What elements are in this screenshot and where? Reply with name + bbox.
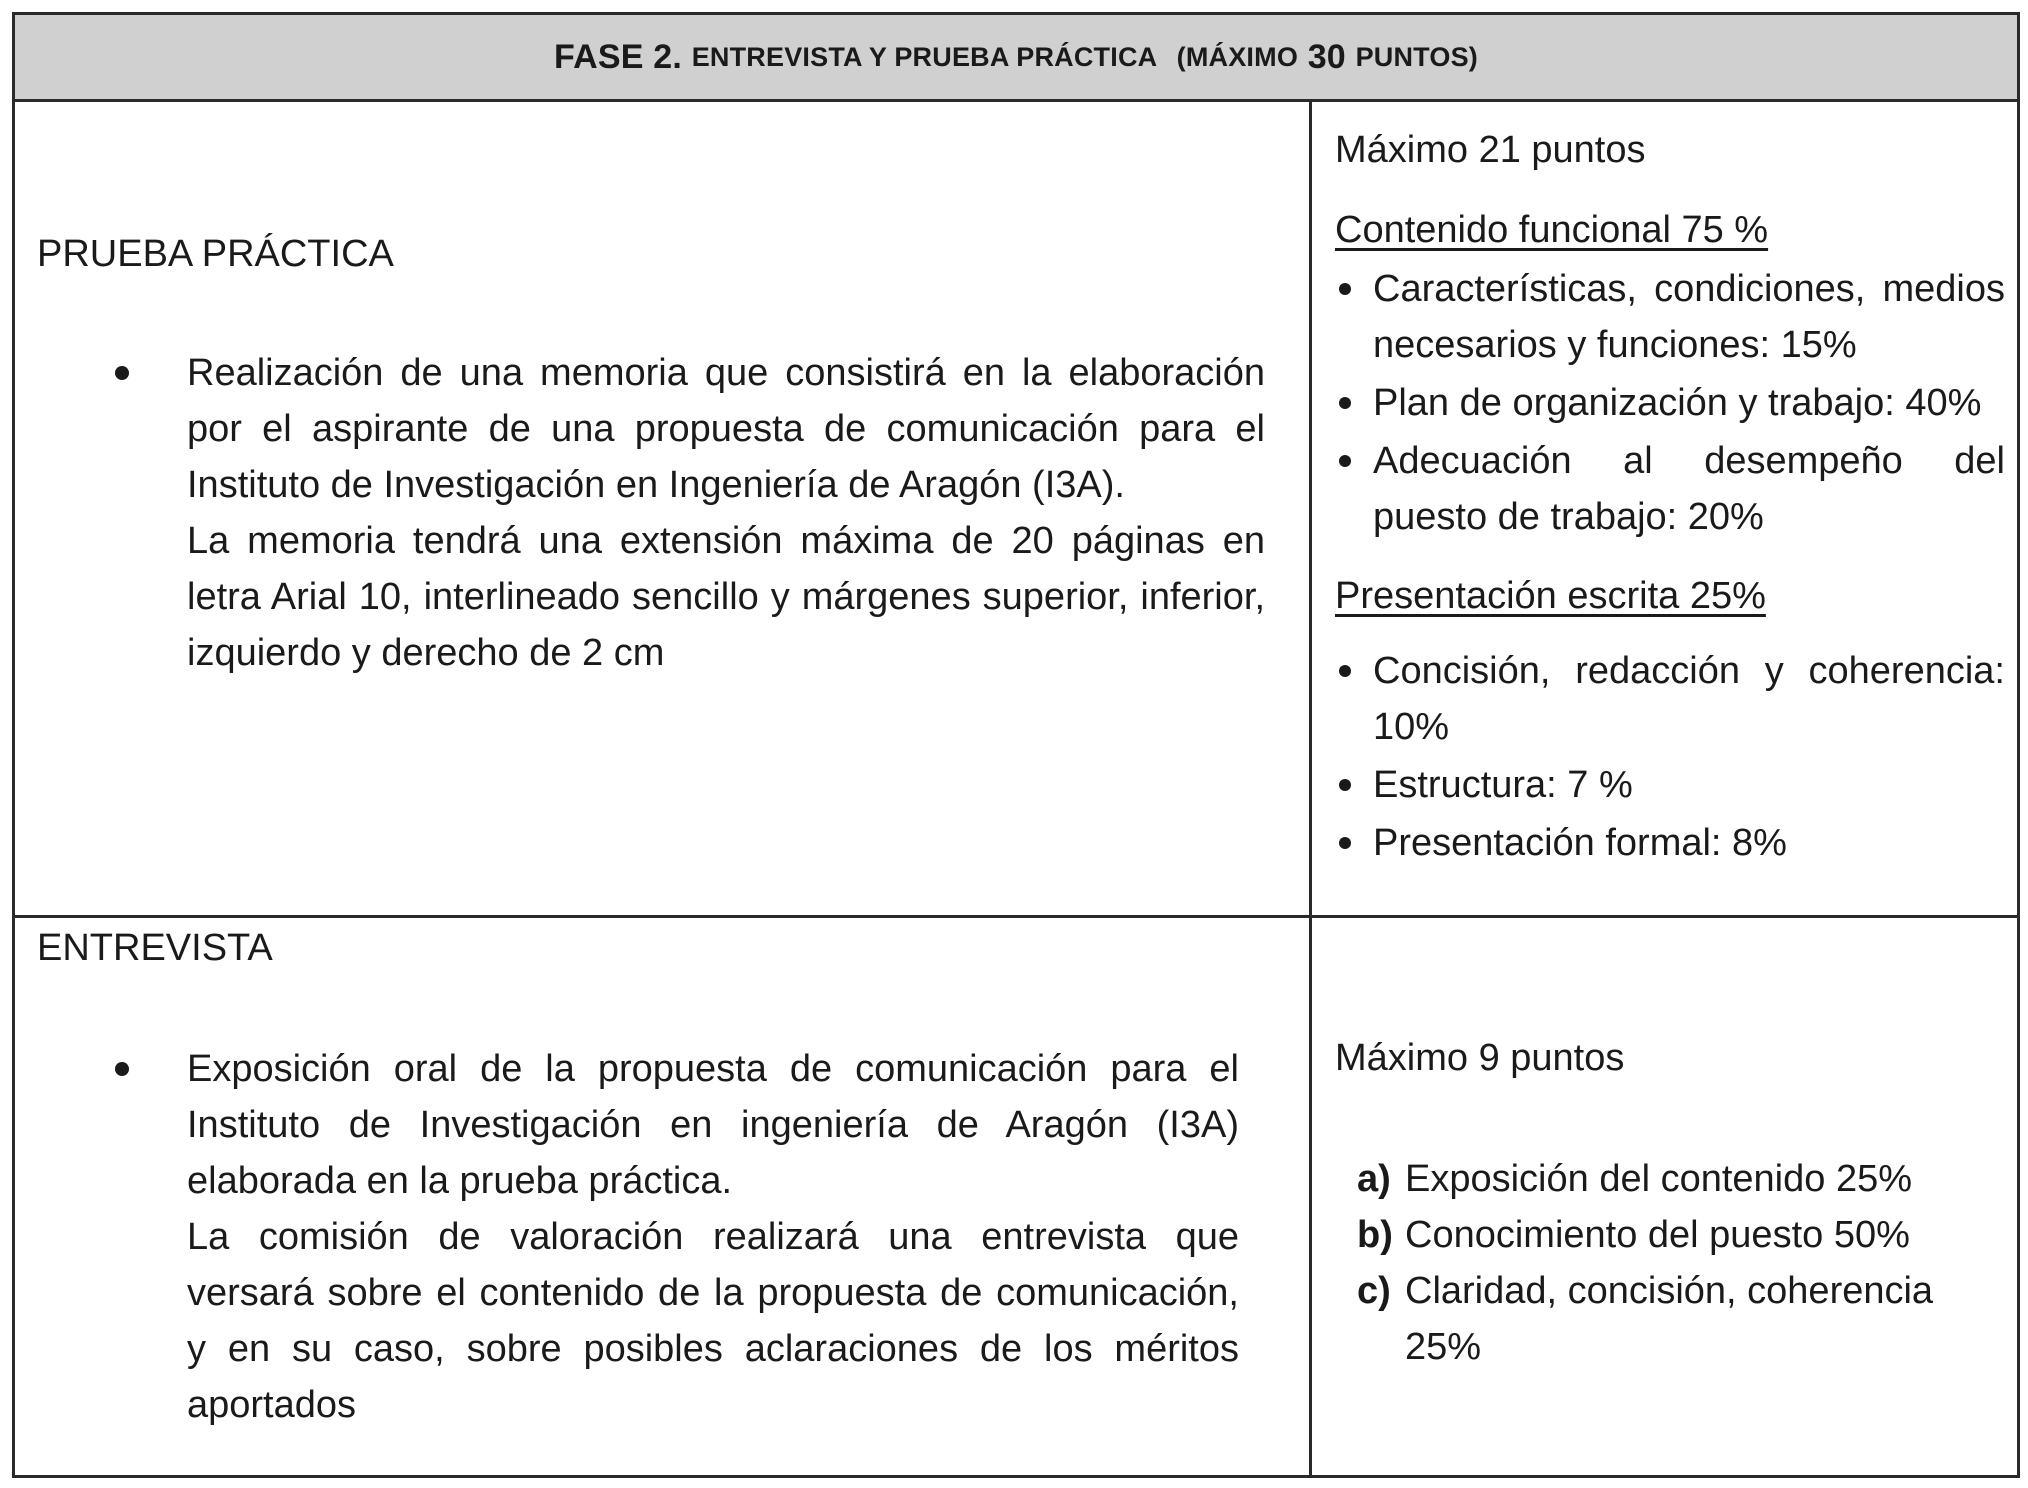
presentacion-item: Presentación formal: 8% bbox=[1335, 815, 2005, 871]
entrevista-max: Máximo 9 puntos bbox=[1335, 1037, 1625, 1079]
entrevista-para-2: La comisión de valoración realizará una entrevista que versará sobre el contenido de la propuesta de comunicación, y en su caso, sobre posibles aclaraciones de los méritos aportados bbox=[187, 1216, 1239, 1426]
prueba-max: Máximo 21 puntos bbox=[1335, 129, 1646, 171]
row-divider bbox=[15, 915, 2017, 918]
header-max-number: 30 bbox=[1307, 37, 1346, 76]
bullet-icon bbox=[1339, 283, 1351, 295]
bullet-icon bbox=[1339, 455, 1351, 467]
contenido-item: Características, condiciones, medios necesarios y funciones: 15% bbox=[1335, 261, 2005, 373]
contenido-item: Plan de organización y trabajo: 40% bbox=[1335, 375, 2005, 431]
column-divider bbox=[1309, 102, 1312, 1475]
presentacion-heading: Presentación escrita 25% bbox=[1335, 575, 1766, 617]
entrevista-para-1: Exposición oral de la propuesta de comunicación para el Instituto de Investigación en ingeniería de Aragón (I3A) elaborada en la prueba práctica. bbox=[187, 1048, 1239, 1202]
table-header bbox=[15, 15, 2017, 102]
entrevista-title: ENTREVISTA bbox=[37, 927, 273, 969]
header-fase: FASE 2. bbox=[554, 37, 683, 76]
presentacion-item: Concisión, redacción y coherencia: 10% bbox=[1335, 643, 2005, 755]
prueba-para-2: La memoria tendrá una extensión máxima de 20 páginas en letra Arial 10, interlineado sencillo y márgenes superior, inferior, izquierdo y derecho de 2 cm bbox=[187, 520, 1265, 674]
evaluation-table bbox=[12, 12, 2020, 1478]
entrevista-criteria bbox=[1357, 1151, 1977, 1375]
bullet-icon bbox=[1339, 779, 1351, 791]
prueba-para-1: Realización de una memoria que consistirá en la elaboración por el aspirante de una propuesta de comunicación para el Instituto de Investigación en Ingeniería de Aragón (I3A). bbox=[187, 352, 1265, 506]
criterion-item: a) Exposición del contenido 25% bbox=[1357, 1158, 1913, 1200]
header-title: ENTREVISTA Y PRUEBA PRÁCTICA bbox=[691, 41, 1158, 72]
header-max-open: (MÁXIMO bbox=[1176, 41, 1299, 72]
header-max-close: PUNTOS) bbox=[1355, 41, 1478, 72]
presentacion-list bbox=[1335, 643, 2005, 873]
bullet-icon bbox=[1339, 837, 1351, 849]
criterion-item: c) Claridad, concisión, coherencia 25% bbox=[1357, 1270, 1934, 1368]
criterion-item: b) Conocimiento del puesto 50% bbox=[1357, 1214, 1910, 1256]
entrevista-bullet-icon bbox=[115, 1062, 129, 1076]
prueba-title: PRUEBA PRÁCTICA bbox=[37, 233, 394, 275]
contenido-list bbox=[1335, 261, 2005, 547]
contenido-item: Adecuación al desempeño del puesto de trabajo: 20% bbox=[1335, 433, 2005, 545]
presentacion-item: Estructura: 7 % bbox=[1335, 757, 2005, 813]
prueba-bullet-icon bbox=[115, 366, 129, 380]
contenido-heading: Contenido funcional 75 % bbox=[1335, 209, 1769, 251]
bullet-icon bbox=[1339, 665, 1351, 677]
entrevista-description bbox=[187, 1041, 1239, 1433]
prueba-description bbox=[187, 345, 1265, 681]
bullet-icon bbox=[1339, 397, 1351, 409]
